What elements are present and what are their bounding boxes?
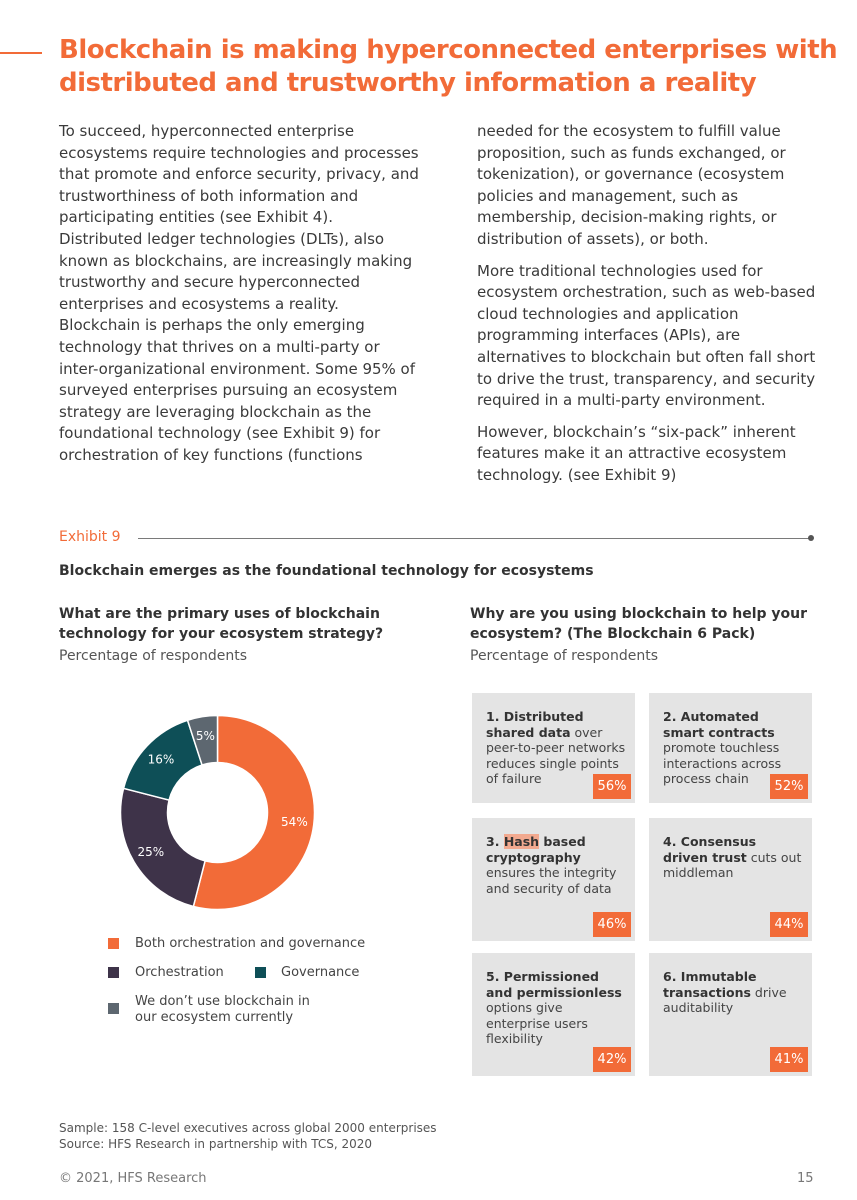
six-pack-tile-3 [472,818,635,941]
donut-chart [110,705,325,920]
tile-3-heading [486,834,586,865]
six-pack-tile-2 [649,693,812,803]
legend-swatch-both [108,938,119,949]
tile-5-heading: 5. Permissioned and permissionless [486,969,622,1000]
tile-4-heading: 4. Consensus driven trust [663,834,757,865]
six-pack-tile-4 [649,818,812,941]
tile-1-heading: 1. Distributed shared data [486,709,584,740]
footnote [59,1120,437,1152]
tile-1-description: over peer-to-peer networks reduces single points of failure [486,724,626,786]
right-paragraph-1: needed for the ecosystem to fulfill value proposition, such as funds exchanged, or tokenization), or governance (ecosystem policies and management, such as membership, decision-making rights, or distribution of assets), or both. [477,122,786,248]
six-pack-tile-1 [472,693,635,803]
tile-3-heading-prefix: 3. [486,834,504,849]
right-paragraph-3: However, blockchain’s “six-pack” inherent features make it an attractive ecosystem technology. (see Exhibit 9) [477,422,796,484]
tile-2-heading: 2. Automated smart contracts [663,709,775,740]
tile-2-percentage: 52% [770,774,808,799]
footer-page-number: 15 [797,1171,814,1186]
tile-4-description: cuts out middleman [663,849,802,880]
page-title: Blockchain is making hyperconnected enterprises with distributed and trustworthy information a reality [59,35,838,98]
exhibit-divider-end-dot [808,535,814,541]
body-left-column [59,121,419,477]
title-accent-line [0,52,42,54]
legend-swatch-orchestration [108,967,119,978]
tile-3-heading-highlight: Hash [503,834,540,849]
tile-2-description: promote touchless interactions across process chain [663,740,782,786]
right-subtitle: Percentage of respondents [470,648,658,664]
footer-copyright: © 2021, HFS Research [59,1171,207,1186]
exhibit-label: Exhibit 9 [59,529,121,545]
tile-5-description: options give enterprise users flexibility [486,1000,588,1046]
footnote-sample: Sample: 158 C-level executives across global 2000 enterprises [59,1121,437,1135]
tile-4-percentage: 44% [770,912,808,937]
legend-label-both: Both orchestration and governance [135,936,366,951]
six-pack-tile-5 [472,953,635,1076]
left-question: What are the primary uses of blockchain technology for your ecosystem strategy? [59,606,384,642]
donut-label-4: 5% [195,728,215,743]
tile-3-heading-suffix: based cryptography [486,834,586,865]
tile-5-percentage: 42% [593,1047,631,1072]
footnote-source: Source: HFS Research in partnership with TCS, 2020 [59,1137,373,1151]
exhibit-divider [138,538,810,539]
donut-label-3: 16% [147,752,175,767]
tile-3-percentage: 46% [593,912,631,937]
right-question: Why are you using blockchain to help your ecosystem? (The Blockchain 6 Pack) [470,606,808,642]
exhibit-title: Blockchain emerges as the foundational technology for ecosystems [59,563,594,579]
legend-label-none-line1: We don’t use blockchain in [135,994,310,1009]
tile-6-heading: 6. Immutable transactions [663,969,757,1000]
left-paragraph: To succeed, hyperconnected enterprise ecosystems require technologies and processes that promote and enforce security, privacy, and trustworthiness of both information and participating entities (see Exhibit 4). Distributed ledger technologies (DLTs), also known as blockchains, are increasingly making trustworthy and secure hyperconnected enterprises and ecosystems a reality. Blockchain is perhaps the only emerging technology that thrives on a multi-party or inter-organizational environment. Some 95% of surveyed enterprises pursuing an ecosystem strategy are leveraging blockchain as the foundational technology (see Exhibit 9) for orchestration of key functions (functions [59,122,419,464]
donut-slices [121,716,315,910]
donut-label-2: 25% [137,844,165,859]
legend-label-none [135,994,310,1026]
tile-3-description: ensures the integrity and security of data [486,865,617,896]
body-right-column [477,121,817,497]
right-paragraph-2: More traditional technologies used for ecosystem orchestration, such as web-based cloud technologies and application programming interfaces (APIs), are alternatives to blockchain but often fall short to drive the trust, transparency, and security required in a multi-party environment. [477,261,816,410]
six-pack-tile-6 [649,953,812,1076]
legend-label-none-line2: our ecosystem currently [135,1010,294,1025]
tile-1-percentage: 56% [593,774,631,799]
tile-6-percentage: 41% [770,1047,808,1072]
tile-6-description: drive auditability [663,984,787,1015]
left-subtitle: Percentage of respondents [59,648,247,664]
legend-swatch-governance [255,967,266,978]
legend-swatch-none [108,1003,119,1014]
donut-label-1: 54% [281,815,308,830]
legend-label-governance: Governance [281,965,360,980]
legend-label-orchestration: Orchestration [135,965,224,980]
